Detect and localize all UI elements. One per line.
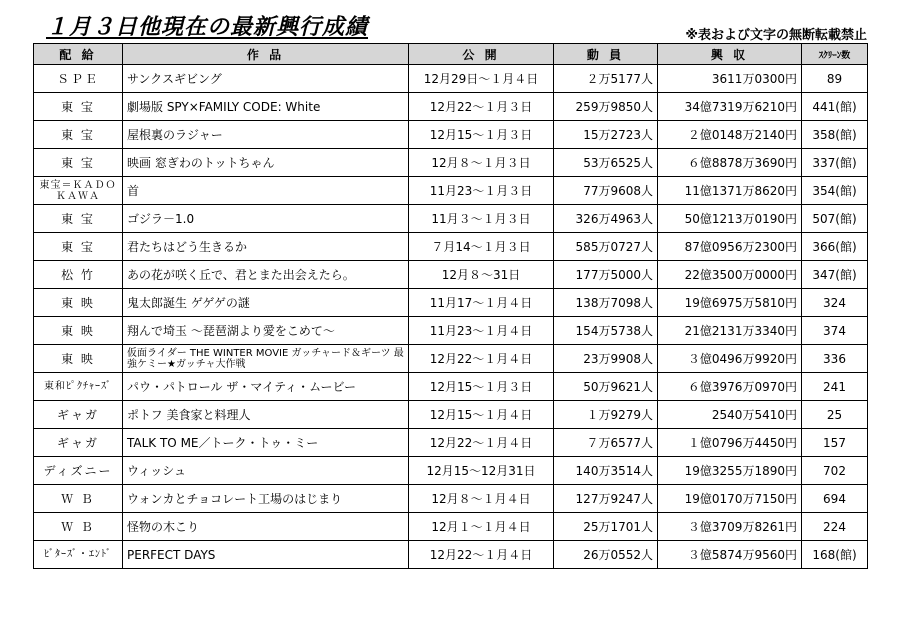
cell-film: ウィッシュ: [123, 457, 409, 485]
cell-opening: 12月22～１月４日: [409, 541, 554, 569]
cell-gross: 19億3255万1890円: [658, 457, 802, 485]
cell-screens: 157: [802, 429, 868, 457]
table-row: [34, 485, 868, 513]
cell-film: 仮面ライダー THE WINTER MOVIE ガッチャード＆ギーツ 最強ケミー★ガッチャ大作戦: [123, 345, 409, 373]
cell-screens: 366(館): [802, 233, 868, 261]
cell-admissions: 585万0727人: [554, 233, 658, 261]
cell-admissions: 15万2723人: [554, 121, 658, 149]
cell-distributor: 東 映: [34, 345, 123, 373]
cell-admissions: 177万5000人: [554, 261, 658, 289]
cell-film: 鬼太郎誕生 ゲゲゲの謎: [123, 289, 409, 317]
table-row: [34, 93, 868, 121]
cell-screens: 507(館): [802, 205, 868, 233]
cell-opening: 12月22～１月４日: [409, 429, 554, 457]
cell-gross: １億0796万4450円: [658, 429, 802, 457]
cell-distributor: ディズニー: [34, 457, 123, 485]
cell-opening: 12月８～１月４日: [409, 485, 554, 513]
cell-distributor: 東 映: [34, 317, 123, 345]
cell-admissions: 50万9621人: [554, 373, 658, 401]
cell-gross: 11億1371万8620円: [658, 177, 802, 205]
cell-film: サンクスギビング: [123, 65, 409, 93]
cell-film: 首: [123, 177, 409, 205]
cell-distributor: 東宝＝ＫＡＤＯＫＡＷＡ: [34, 177, 123, 205]
cell-screens: 336: [802, 345, 868, 373]
cell-distributor: Ｗ Ｂ: [34, 485, 123, 513]
table-row: [34, 317, 868, 345]
cell-opening: 12月１～１月４日: [409, 513, 554, 541]
cell-admissions: 154万5738人: [554, 317, 658, 345]
cell-distributor: 東 宝: [34, 121, 123, 149]
table-row: [34, 429, 868, 457]
cell-opening: 12月８～１月３日: [409, 149, 554, 177]
cell-admissions: 127万9247人: [554, 485, 658, 513]
cell-opening: 12月15～12月31日: [409, 457, 554, 485]
cell-opening: 12月22～１月３日: [409, 93, 554, 121]
cell-admissions: 25万1701人: [554, 513, 658, 541]
cell-admissions: 326万4963人: [554, 205, 658, 233]
cell-screens: 25: [802, 401, 868, 429]
table-row: [34, 373, 868, 401]
cell-screens: 337(館): [802, 149, 868, 177]
column-header-screens: ｽｸﾘｰﾝ数: [802, 44, 868, 65]
cell-screens: 441(館): [802, 93, 868, 121]
cell-gross: 19億0170万7150円: [658, 485, 802, 513]
cell-screens: 168(館): [802, 541, 868, 569]
table-row: [34, 345, 868, 373]
cell-distributor: 東 宝: [34, 149, 123, 177]
cell-film: 怪物の木こり: [123, 513, 409, 541]
cell-film: ポトフ 美食家と料理人: [123, 401, 409, 429]
table-row: [34, 457, 868, 485]
column-header-gross: 興 収: [658, 44, 802, 65]
table-row: [34, 177, 868, 205]
cell-opening: 11月23～１月４日: [409, 317, 554, 345]
cell-admissions: 138万7098人: [554, 289, 658, 317]
cell-gross: 34億7319万6210円: [658, 93, 802, 121]
table-row: [34, 205, 868, 233]
cell-opening: 12月15～１月３日: [409, 373, 554, 401]
cell-screens: 354(館): [802, 177, 868, 205]
page-title: １月３日他現在の最新興行成績: [46, 15, 369, 40]
cell-distributor: 東 映: [34, 289, 123, 317]
table-row: [34, 261, 868, 289]
cell-screens: 702: [802, 457, 868, 485]
cell-distributor: 東 宝: [34, 205, 123, 233]
copyright-notice: ※表および文字の無断転載禁止: [685, 28, 867, 43]
cell-gross: 19億6975万5810円: [658, 289, 802, 317]
cell-admissions: １万9279人: [554, 401, 658, 429]
cell-opening: ７月14～１月３日: [409, 233, 554, 261]
cell-distributor: 東和ﾋﾟｸﾁｬｰｽﾞ: [34, 373, 123, 401]
cell-gross: ２億0148万2140円: [658, 121, 802, 149]
cell-screens: 347(館): [802, 261, 868, 289]
cell-film: ウォンカとチョコレート工場のはじまり: [123, 485, 409, 513]
cell-film: TALK TO ME／トーク・トゥ・ミー: [123, 429, 409, 457]
cell-opening: 12月29日～１月４日: [409, 65, 554, 93]
cell-gross: ６億3976万0970円: [658, 373, 802, 401]
cell-film: 翔んで埼玉 ～琵琶湖より愛をこめて～: [123, 317, 409, 345]
box-office-table: [33, 43, 868, 569]
cell-opening: 12月15～１月４日: [409, 401, 554, 429]
cell-film: PERFECT DAYS: [123, 541, 409, 569]
cell-gross: 2540万5410円: [658, 401, 802, 429]
table-row: [34, 65, 868, 93]
cell-gross: ３億5874万9560円: [658, 541, 802, 569]
column-header-film: 作 品: [123, 44, 409, 65]
cell-film: 映画 窓ぎわのトットちゃん: [123, 149, 409, 177]
cell-distributor: ＳＰＥ: [34, 65, 123, 93]
cell-admissions: ２万5177人: [554, 65, 658, 93]
cell-screens: 694: [802, 485, 868, 513]
table-body: [34, 65, 868, 569]
cell-gross: 3611万0300円: [658, 65, 802, 93]
cell-film: 屋根裏のラジャー: [123, 121, 409, 149]
cell-gross: ６億8878万3690円: [658, 149, 802, 177]
cell-gross: 22億3500万0000円: [658, 261, 802, 289]
cell-gross: ３億0496万9920円: [658, 345, 802, 373]
table-row: [34, 149, 868, 177]
cell-distributor: ﾋﾞﾀｰｽﾞ・ｴﾝﾄﾞ: [34, 541, 123, 569]
cell-film: パウ・パトロール ザ・マイティ・ムービー: [123, 373, 409, 401]
cell-distributor: ギャガ: [34, 401, 123, 429]
table-row: [34, 541, 868, 569]
cell-distributor: 東 宝: [34, 93, 123, 121]
cell-opening: 11月３～１月３日: [409, 205, 554, 233]
cell-admissions: 23万9908人: [554, 345, 658, 373]
column-header-admissions: 動 員: [554, 44, 658, 65]
cell-film: 劇場版 SPY×FAMILY CODE: White: [123, 93, 409, 121]
table-row: [34, 289, 868, 317]
cell-admissions: 259万9850人: [554, 93, 658, 121]
cell-film: ゴジラ－1.0: [123, 205, 409, 233]
cell-distributor: 東 宝: [34, 233, 123, 261]
table-header-row: [34, 44, 868, 65]
cell-distributor: ギャガ: [34, 429, 123, 457]
table-row: [34, 121, 868, 149]
cell-opening: 11月23～１月３日: [409, 177, 554, 205]
cell-admissions: 140万3514人: [554, 457, 658, 485]
table-row: [34, 513, 868, 541]
column-header-opening: 公 開: [409, 44, 554, 65]
cell-admissions: 26万0552人: [554, 541, 658, 569]
column-header-distributor: 配 給: [34, 44, 123, 65]
cell-gross: 21億2131万3340円: [658, 317, 802, 345]
cell-gross: 87億0956万2300円: [658, 233, 802, 261]
table-row: [34, 233, 868, 261]
table-row: [34, 401, 868, 429]
cell-opening: 12月８～31日: [409, 261, 554, 289]
cell-distributor: 松 竹: [34, 261, 123, 289]
cell-screens: 358(館): [802, 121, 868, 149]
cell-gross: ３億3709万8261円: [658, 513, 802, 541]
cell-screens: 89: [802, 65, 868, 93]
cell-screens: 374: [802, 317, 868, 345]
cell-distributor: Ｗ Ｂ: [34, 513, 123, 541]
cell-opening: 12月15～１月３日: [409, 121, 554, 149]
cell-screens: 224: [802, 513, 868, 541]
cell-gross: 50億1213万0190円: [658, 205, 802, 233]
cell-screens: 324: [802, 289, 868, 317]
cell-screens: 241: [802, 373, 868, 401]
cell-opening: 12月22～１月４日: [409, 345, 554, 373]
cell-admissions: ７万6577人: [554, 429, 658, 457]
cell-opening: 11月17～１月４日: [409, 289, 554, 317]
cell-film: 君たちはどう生きるか: [123, 233, 409, 261]
cell-admissions: 53万6525人: [554, 149, 658, 177]
cell-film: あの花が咲く丘で、君とまた出会えたら。: [123, 261, 409, 289]
cell-admissions: 77万9608人: [554, 177, 658, 205]
